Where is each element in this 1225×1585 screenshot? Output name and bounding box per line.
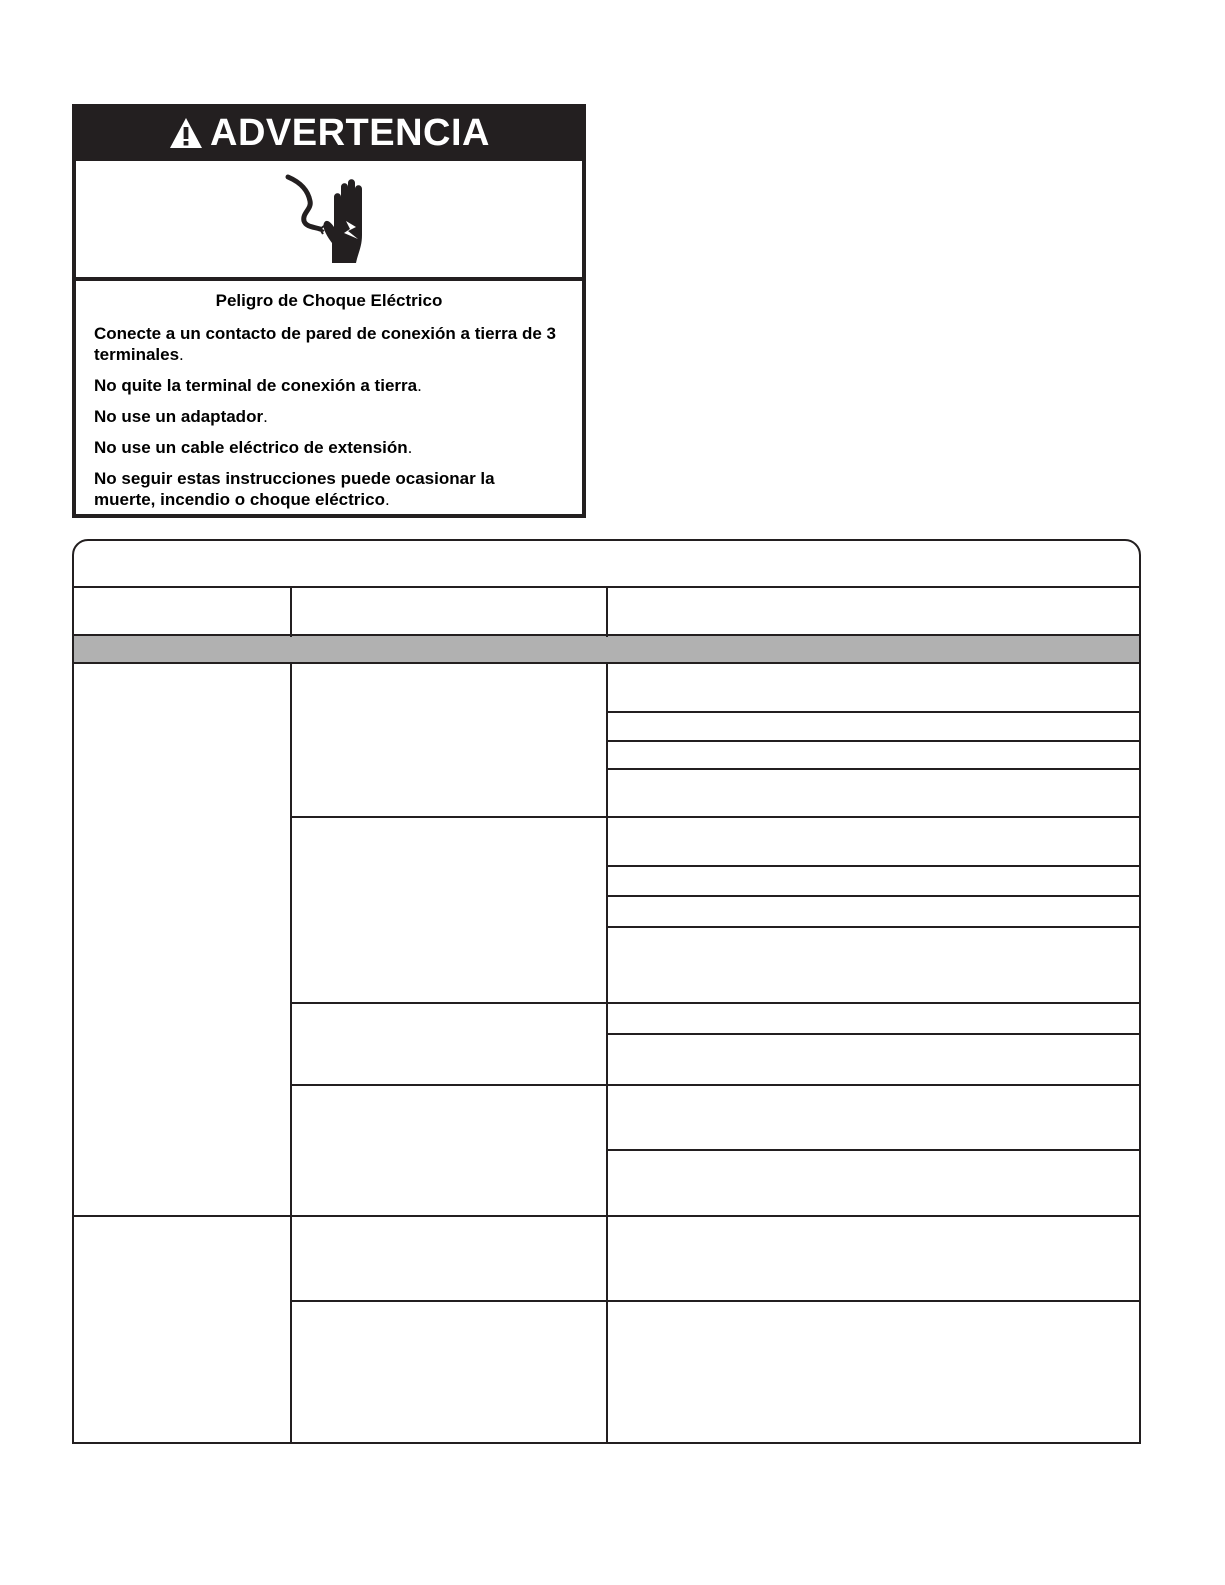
table-subrow-rule: [606, 1033, 1141, 1035]
table-subrow-rule: [606, 768, 1141, 770]
table-row-rule: [290, 1084, 1141, 1086]
table-subrow-rule: [606, 895, 1141, 897]
warning-box: [72, 104, 586, 518]
warning-text: [76, 281, 582, 510]
table-col-divider-1: [290, 587, 292, 637]
warning-line-2: No quite la terminal de conexión a tierra.: [94, 376, 422, 395]
table-row-rule: [290, 1300, 1141, 1302]
table-col-divider-2: [606, 587, 608, 637]
warning-icon-area: [76, 161, 582, 281]
warning-subtitle: Peligro de Choque Eléctrico: [215, 291, 443, 310]
warning-triangle-icon: [168, 116, 204, 150]
warning-header: [76, 108, 582, 161]
table-col-divider-1-body: [290, 662, 292, 1444]
troubleshooting-table: [72, 539, 1141, 1444]
table-row-rule: [290, 816, 1141, 818]
table-section-band: [74, 636, 1139, 662]
table-subrow-rule: [606, 865, 1141, 867]
table-col-divider-2-body: [606, 662, 608, 1444]
warning-line-3: No use un adaptador.: [94, 407, 268, 426]
warning-title: ADVERTENCIA: [210, 111, 490, 154]
table-subrow-rule: [606, 740, 1141, 742]
warning-line-5: No seguir estas instrucciones puede ocasionar la muerte, incendio o choque eléctrico.: [94, 469, 495, 509]
table-subrow-rule: [606, 711, 1141, 713]
table-section-rule: [74, 1215, 1139, 1217]
electric-shock-hand-icon: [284, 173, 374, 265]
table-subrow-rule: [606, 926, 1141, 928]
warning-line-4: No use un cable eléctrico de extensión.: [94, 438, 413, 457]
table-row-rule: [290, 1002, 1141, 1004]
warning-line-1: Conecte a un contacto de pared de conexión a tierra de 3 terminales.: [94, 324, 556, 364]
table-subrow-rule: [606, 1149, 1141, 1151]
